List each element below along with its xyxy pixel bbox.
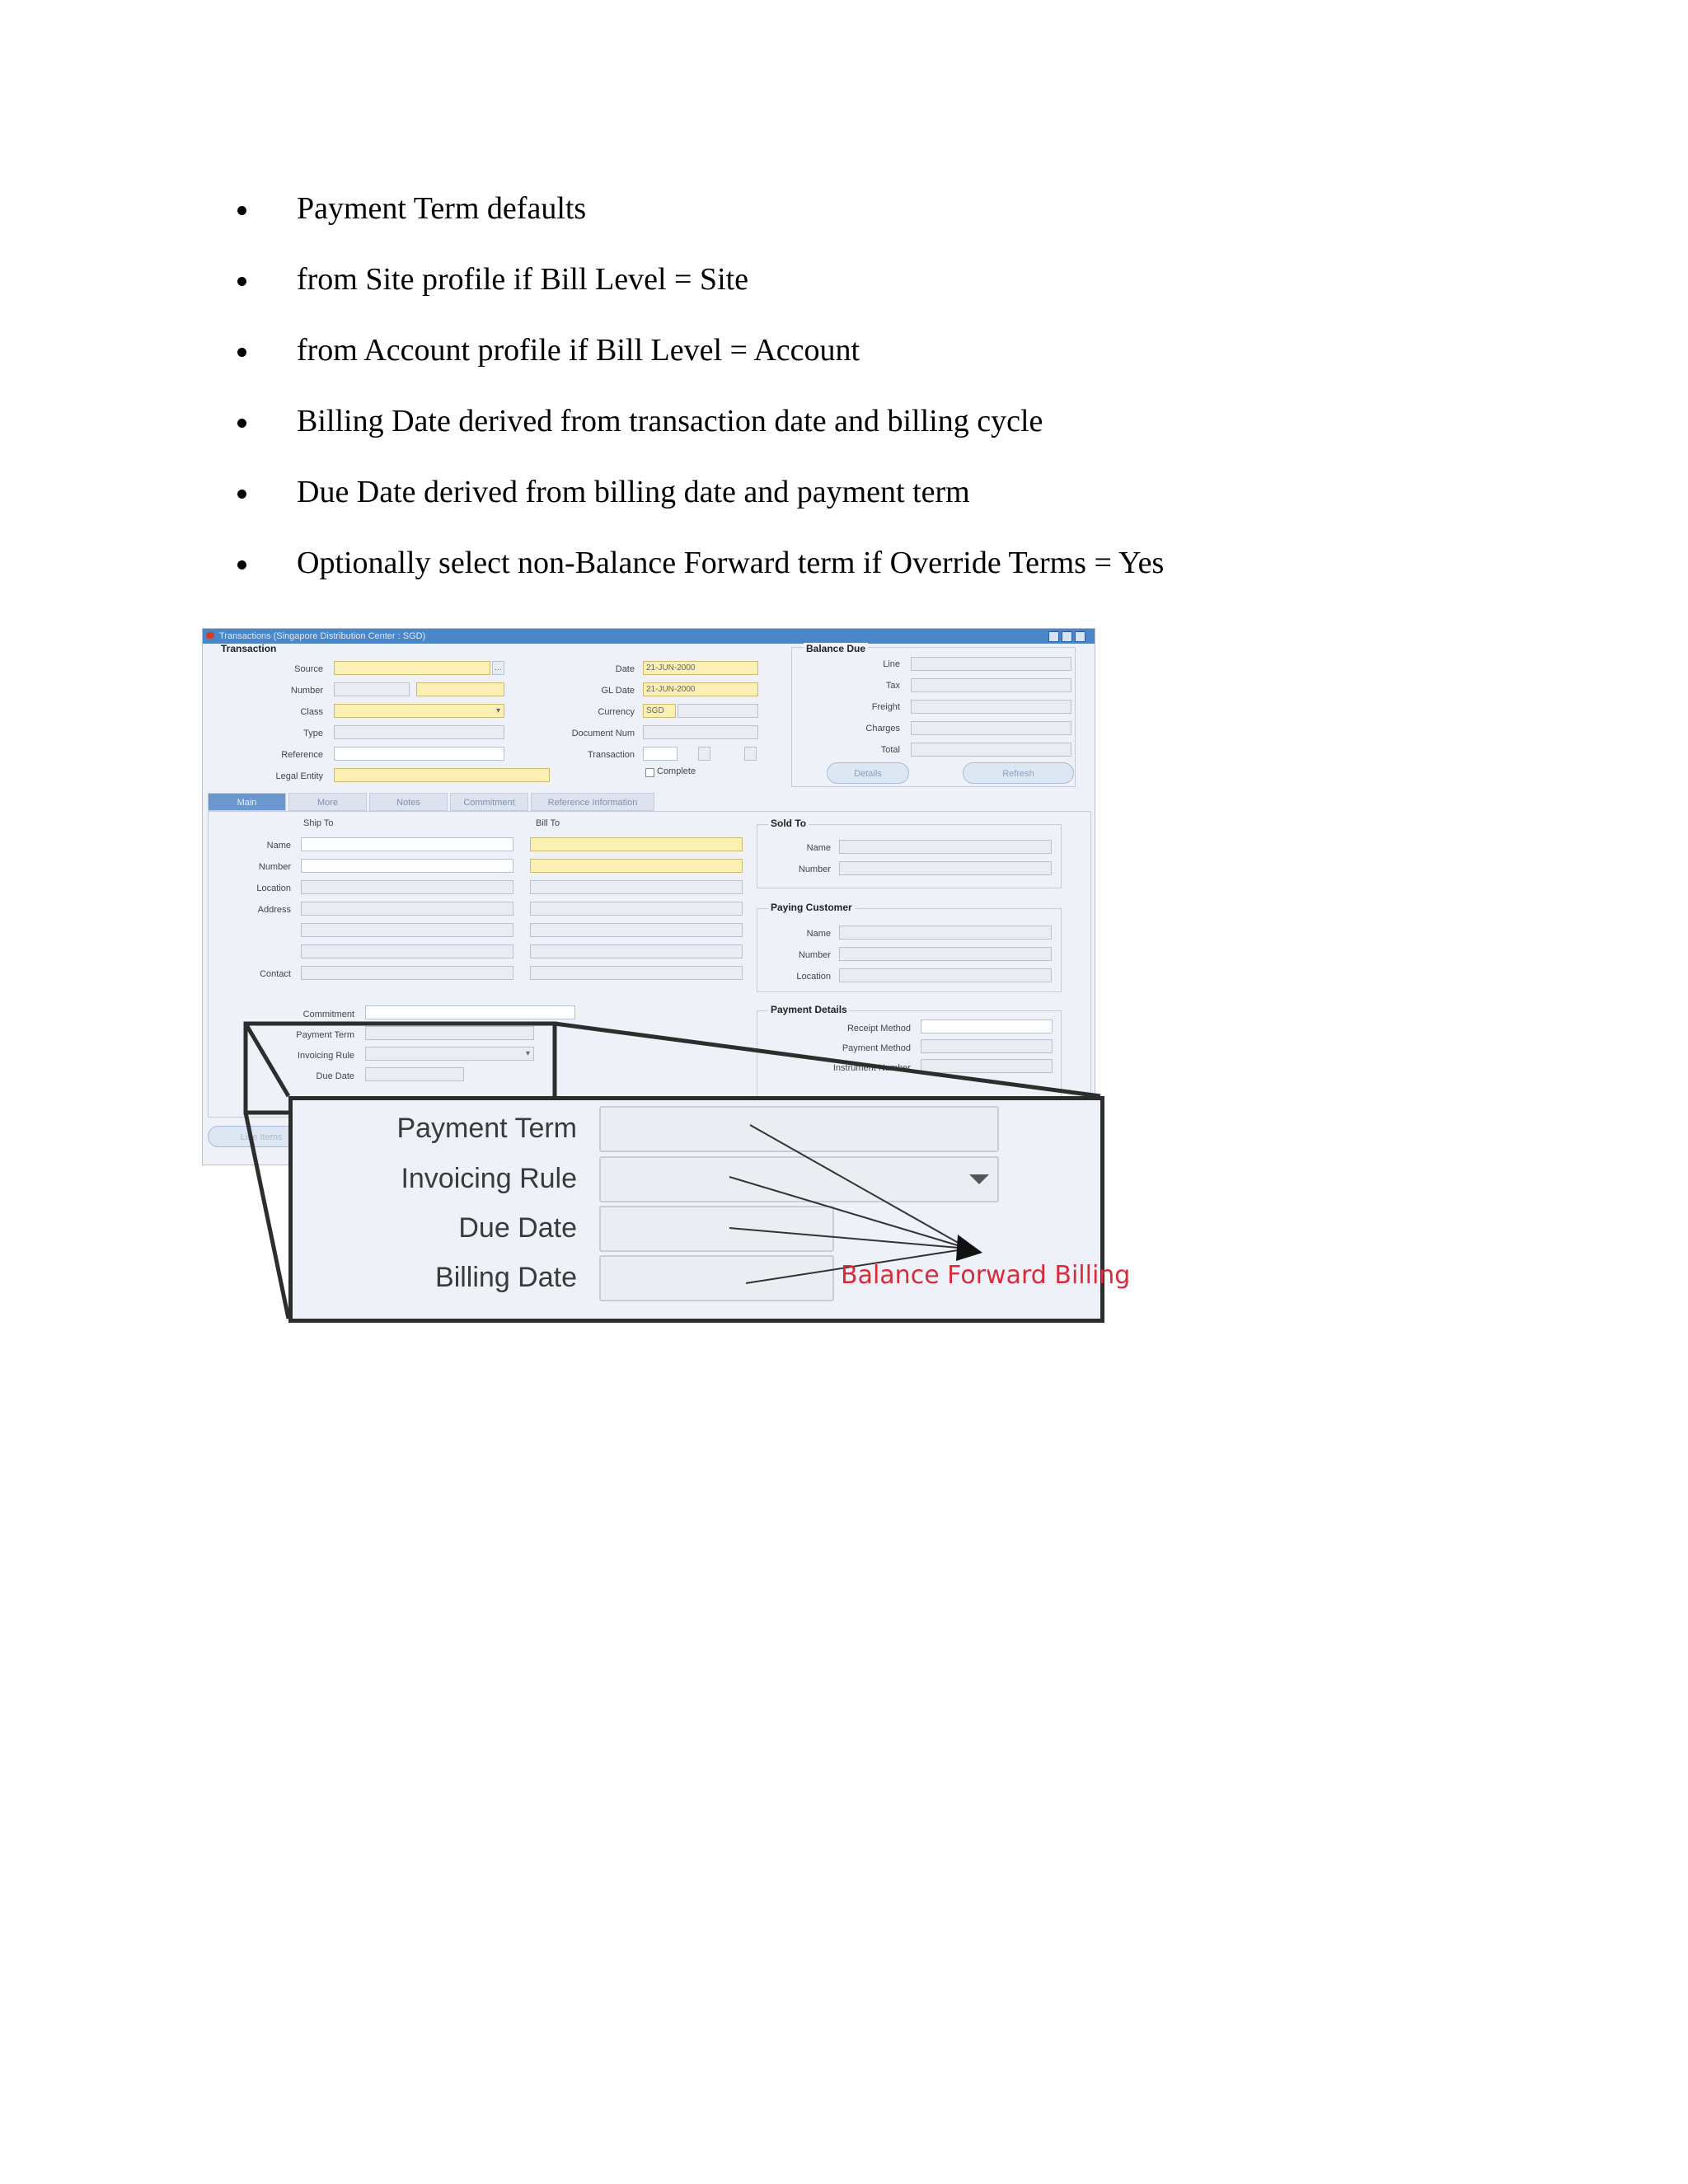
ship-to-number-label: Number <box>258 862 291 872</box>
gl-date-field[interactable]: 21-JUN-2000 <box>643 682 758 696</box>
reference-label: Reference <box>281 750 323 760</box>
total-label: Total <box>880 745 900 755</box>
arrow-line-payment-term <box>750 1125 968 1249</box>
invoicing-rule-label-small: Invoicing Rule <box>297 1051 354 1061</box>
payment-details-heading: Payment Details <box>768 1004 850 1015</box>
date-field[interactable]: 21-JUN-2000 <box>643 661 758 675</box>
document-num-label: Document Num <box>571 729 635 738</box>
window-title: Transactions (Singapore Distribution Center : SGD) <box>219 631 426 641</box>
location-label: Location <box>256 883 291 893</box>
chevron-down-icon: ▾ <box>525 1049 530 1058</box>
payment-method-label: Payment Method <box>842 1043 911 1053</box>
freight-label: Freight <box>871 702 900 712</box>
tab-more[interactable]: More <box>288 793 367 811</box>
instrument-number-label: Instrument Number <box>832 1063 911 1073</box>
complete-label: Complete <box>657 766 696 776</box>
line-label: Line <box>883 659 900 669</box>
paying-customer-heading: Paying Customer <box>768 902 855 913</box>
ship-to-heading: Ship To <box>303 818 334 828</box>
paying-location-label: Location <box>796 972 831 982</box>
zoom-billing-date-label: Billing Date <box>435 1262 577 1293</box>
lov-button[interactable]: … <box>492 661 504 675</box>
balance-forward-billing-annotation: Balance Forward Billing <box>841 1261 1131 1290</box>
contact-label: Contact <box>260 969 291 979</box>
legal-entity-label: Legal Entity <box>275 771 323 781</box>
tab-notes[interactable]: Notes <box>369 793 448 811</box>
tab-reference-information[interactable]: Reference Information <box>531 793 654 811</box>
zoom-due-date-label: Due Date <box>458 1212 577 1244</box>
paying-name-label: Name <box>806 929 831 939</box>
type-label: Type <box>303 729 323 738</box>
details-button[interactable]: Details <box>827 762 909 784</box>
payment-term-label-small: Payment Term <box>296 1030 354 1040</box>
transaction-heading: Transaction <box>221 643 277 654</box>
currency-field[interactable]: SGD <box>643 704 676 718</box>
tax-label: Tax <box>885 681 900 691</box>
receipt-method-label: Receipt Method <box>846 1024 911 1033</box>
commitment-label: Commitment <box>302 1010 354 1019</box>
paying-number-label: Number <box>798 950 831 960</box>
zoom-invoicing-rule-label: Invoicing Rule <box>401 1163 577 1194</box>
transaction-label: Transaction <box>587 750 635 760</box>
balance-due-heading: Balance Due <box>804 643 868 654</box>
zoom-payment-term-label: Payment Term <box>396 1113 577 1144</box>
tab-commitment[interactable]: Commitment <box>450 793 528 811</box>
line-items-button[interactable]: Line Items <box>208 1126 315 1147</box>
ship-to-name-label: Name <box>266 841 291 851</box>
class-label: Class <box>300 707 323 717</box>
sold-to-name-label: Name <box>806 843 831 853</box>
bill-to-heading: Bill To <box>536 818 560 828</box>
chevron-down-icon: ▾ <box>495 706 500 715</box>
sold-to-number-label: Number <box>798 865 831 874</box>
charges-label: Charges <box>865 724 900 733</box>
number-label: Number <box>290 686 323 696</box>
date-label: Date <box>615 664 635 674</box>
gl-date-label: GL Date <box>601 686 635 696</box>
due-date-label-small: Due Date <box>316 1071 354 1081</box>
sold-to-heading: Sold To <box>768 818 809 829</box>
source-label: Source <box>294 664 323 674</box>
address-label: Address <box>257 905 291 915</box>
currency-label: Currency <box>598 707 635 717</box>
arrowhead-icon <box>956 1235 982 1261</box>
refresh-button[interactable]: Refresh <box>963 762 1074 784</box>
tab-main[interactable]: Main <box>208 793 286 811</box>
